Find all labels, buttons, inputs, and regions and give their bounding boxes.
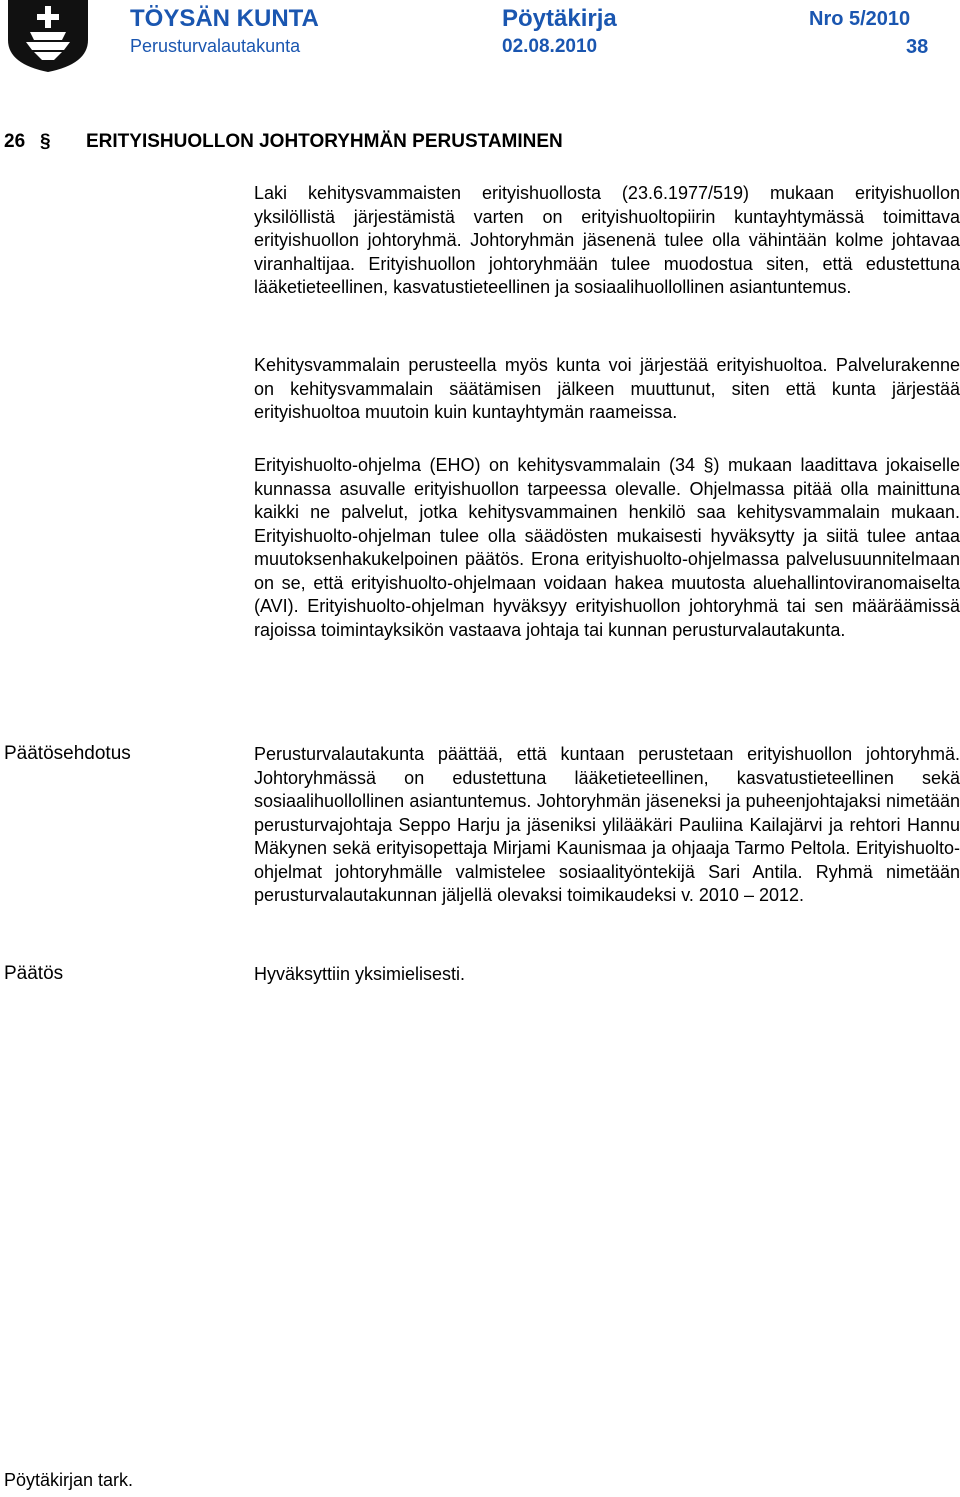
municipality-name: TÖYSÄN KUNTA	[130, 5, 319, 32]
body-paragraph-1: Laki kehitysvammaisten erityishuollosta (23.6.1977/519) mukaan erityishuollon yksilöllistä järjestämistä varten on erityishuoltopiirin kuntayhtymässä toimittava erityishuollon johtoryhmä. Johtoryhmän jäsenenä tulee olla vähintään kolme johtavaa viranhaltijaa. Erityishuollon johtoryhmään tulee muodostua siten, että edustettuna lääketieteellinen, kasvatustieteellinen ja sosiaalihuollollinen asiantuntemus.	[254, 183, 960, 297]
body-paragraph-3: Erityishuolto-ohjelma (EHO) on kehitysvammalain (34 §) mukaan laadittava jokaiselle kunnassa asuvalle erityishuollon tarpeessa olevalle. Ohjelmassa pitää olla mainittuna kaikki ne palvelut, jotka kehitysvammainen henkilö saa kehitysvammalain mukaan. Erityishuolto-ohjelman tulee olla säädösten mukaisesti hyväksytty ja siitä tulee antaa muutoksenhakukelpoinen päätös. Erona erityishuolto-ohjelmassa palvelusuunnitelmaan on se, että erityishuolto-ohjelmaan voidaan hakea muutosta aluehallintoviranomaiselta (AVI). Erityishuolto-ohjelman hyväksyy erityishuollon johtoryhmä tai sen määräämissä rajoissa toimintayksikön vastaava johtaja tai kunnan perusturvalautakunta.	[254, 455, 960, 640]
proposal-text: Perusturvalautakunta päättää, että kuntaan perustetaan erityishuollon johtoryhmä. Johtoryhmässä on edustettuna lääketieteellinen, kasvatustieteellinen sekä sosiaalihuollollinen asiantuntemus. Johtoryhmän jäseneksi ja puheenjohtajaksi nimetään perusturvajohtaja Seppo Harju ja jäseniksi ylilääkäri Pauliina Kailajärvi ja rehtori Hannu Mäkynen sekä erityisopettaja Mirjami Kaunismaa ja ohjaaja Tarmo Peltola. Erityishuolto-ohjelmat johtoryhmälle valmistelee sosiaalityöntekijä Sari Antila. Ryhmä nimetään perusturvalautakunnan jäljellä olevaksi toimikaudeksi v. 2010 – 2012.	[254, 744, 960, 905]
decision-text: Hyväksyttiin yksimielisesti.	[254, 964, 466, 984]
proposal-label: Päätösehdotus	[4, 743, 131, 764]
board-name: Perusturvalautakunta	[130, 36, 301, 56]
municipal-crest-icon	[4, 0, 92, 72]
page-number: 38	[906, 36, 929, 58]
body-paragraph-2: Kehitysvammalain perusteella myös kunta voi järjestää erityishuoltoa. Palvelurakenne on kehitysvammalain säätämisen jälkeen muuttunut, siten että kunta järjestää erityishuoltoa muutoin kuin kuntayhtymän raameissa.	[254, 355, 960, 422]
minutes-check-label: Pöytäkirjan tark.	[4, 1470, 134, 1490]
section-number: 26	[4, 131, 26, 152]
document-number: Nro 5/2010	[809, 8, 911, 30]
section-sign: §	[40, 131, 51, 152]
document-type: Pöytäkirja	[502, 5, 617, 32]
decision-label: Päätös	[4, 963, 64, 984]
meeting-date: 02.08.2010	[502, 36, 598, 57]
section-title: ERITYISHUOLLON JOHTORYHMÄN PERUSTAMINEN	[86, 131, 563, 152]
